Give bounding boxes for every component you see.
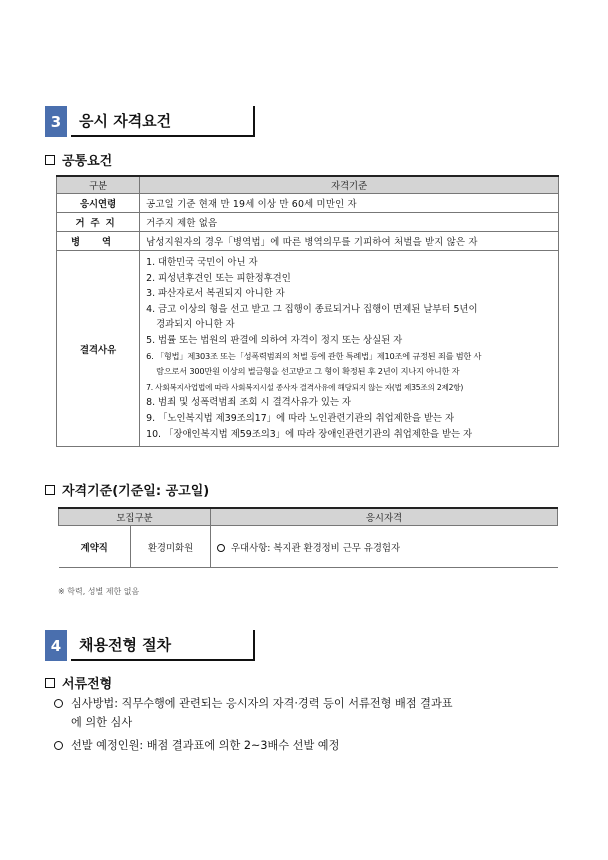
- table-row: [59, 526, 558, 568]
- list-item: 10. 「장애인복지법 제59조의3」에 따라 장애인관련기관의 취업제한을 받는 자: [146, 428, 473, 440]
- checkbox-square-icon: [45, 485, 55, 495]
- screening-method-bullet: [54, 694, 453, 732]
- cell-requirement: [211, 526, 558, 568]
- list-item: 2. 피성년후견인 또는 피한정후견인: [146, 272, 291, 284]
- checkbox-square-icon: [45, 678, 55, 688]
- row-label-military: 병역: [57, 232, 140, 251]
- criteria-heading: [45, 480, 209, 499]
- table-row: [57, 251, 559, 447]
- section-4-title: 채용전형 절차: [71, 630, 255, 661]
- list-item: 3. 파산자로서 복권되지 아니한 자: [146, 288, 285, 300]
- note-text: ※ 학력, 성별 제한 없음: [58, 587, 140, 596]
- list-item: 5. 법률 또는 법원의 판결에 의하여 자격이 정지 또는 상실된 자: [146, 334, 403, 346]
- list-item: 경과되지 아니한 자: [156, 319, 235, 331]
- section-3-title: 응시 자격요건: [71, 106, 255, 137]
- list-item: 람으로서 300만원 이상의 벌금형을 선고받고 그 형이 확정된 후 2년이 지나지 아니한 자: [156, 366, 460, 377]
- criteria-heading-text: 자격기준(기준일: 공고일): [62, 484, 210, 499]
- table-header-row: [59, 508, 558, 526]
- circle-bullet-icon: [217, 544, 225, 552]
- disqualification-list: [140, 251, 559, 447]
- bullet-line: 심사방법: 직무수행에 관련되는 응시자의 자격·경력 등이 서류전형 배점 결과표: [71, 697, 453, 710]
- selection-count-bullet: [54, 736, 339, 755]
- circle-bullet-icon: [54, 741, 63, 750]
- checkbox-square-icon: [45, 155, 55, 165]
- cell-position: 환경미화원: [131, 526, 211, 568]
- col-header-category: 구분: [57, 176, 140, 194]
- row-label-residence: 거주지: [57, 213, 140, 232]
- row-label-age: 응시연령: [57, 194, 140, 213]
- criteria-table: [58, 507, 558, 568]
- cell-employment-type: 계약직: [59, 526, 131, 568]
- section-3-header: [45, 106, 255, 137]
- table-row: [57, 194, 559, 213]
- list-item: 4. 금고 이상의 형을 선고 받고 그 집행이 종료되거나 집행이 면제된 날부터 5년이: [146, 303, 478, 315]
- bullet-line: 에 의한 심사: [71, 716, 133, 729]
- section-3-number: 3: [45, 106, 67, 137]
- document-screening-heading: [45, 673, 112, 692]
- table-row: [57, 232, 559, 251]
- section-4-header: [45, 630, 255, 661]
- circle-bullet-icon: [54, 699, 63, 708]
- list-item: 9. 「노인복지법 제39조의17」에 따라 노인관련기관의 취업제한을 받는 자: [146, 412, 455, 424]
- col-header-qualification: 응시자격: [211, 508, 558, 526]
- common-requirements-heading-text: 공통요건: [62, 154, 113, 169]
- list-item: 6. 「형법」제303조 또는「성폭력범죄의 처벌 등에 관한 특례법」제10조에 규정된 죄를 범한 사: [146, 350, 482, 361]
- requirement-text: 우대사항: 복지관 환경정비 근무 유경험자: [231, 542, 401, 554]
- common-requirements-heading: [45, 150, 112, 169]
- common-requirements-table: [56, 175, 559, 447]
- col-header-criteria: 자격기준: [140, 176, 559, 194]
- table-header-row: [57, 176, 559, 194]
- table-row: [57, 213, 559, 232]
- list-item: 8. 범죄 및 성폭력범죄 조회 시 결격사유가 있는 자: [146, 397, 351, 409]
- row-value-residence: 거주지 제한 없음: [140, 213, 559, 232]
- list-item: 1. 대한민국 국민이 아닌 자: [146, 257, 258, 268]
- section-4-number: 4: [45, 630, 67, 661]
- list-item: 7. 사회복지사업법에 따라 사회복지시설 종사자 결격사유에 해당되지 않는 자(법 제35조의 2제2항): [146, 382, 464, 392]
- bullet-line: 선발 예정인원: 배점 결과표에 의한 2~3배수 선발 예정: [71, 739, 340, 752]
- document-screening-heading-text: 서류전형: [62, 677, 113, 692]
- row-value-age: 공고일 기준 현재 만 19세 이상 만 60세 미만인 자: [140, 194, 559, 213]
- row-label-disqualification: 결격사유: [57, 251, 140, 447]
- col-header-recruit-type: 모집구분: [59, 508, 211, 526]
- row-value-military: 남성지원자의 경우「병역법」에 따른 병역의무를 기피하여 처벌을 받지 않은 자: [140, 232, 559, 251]
